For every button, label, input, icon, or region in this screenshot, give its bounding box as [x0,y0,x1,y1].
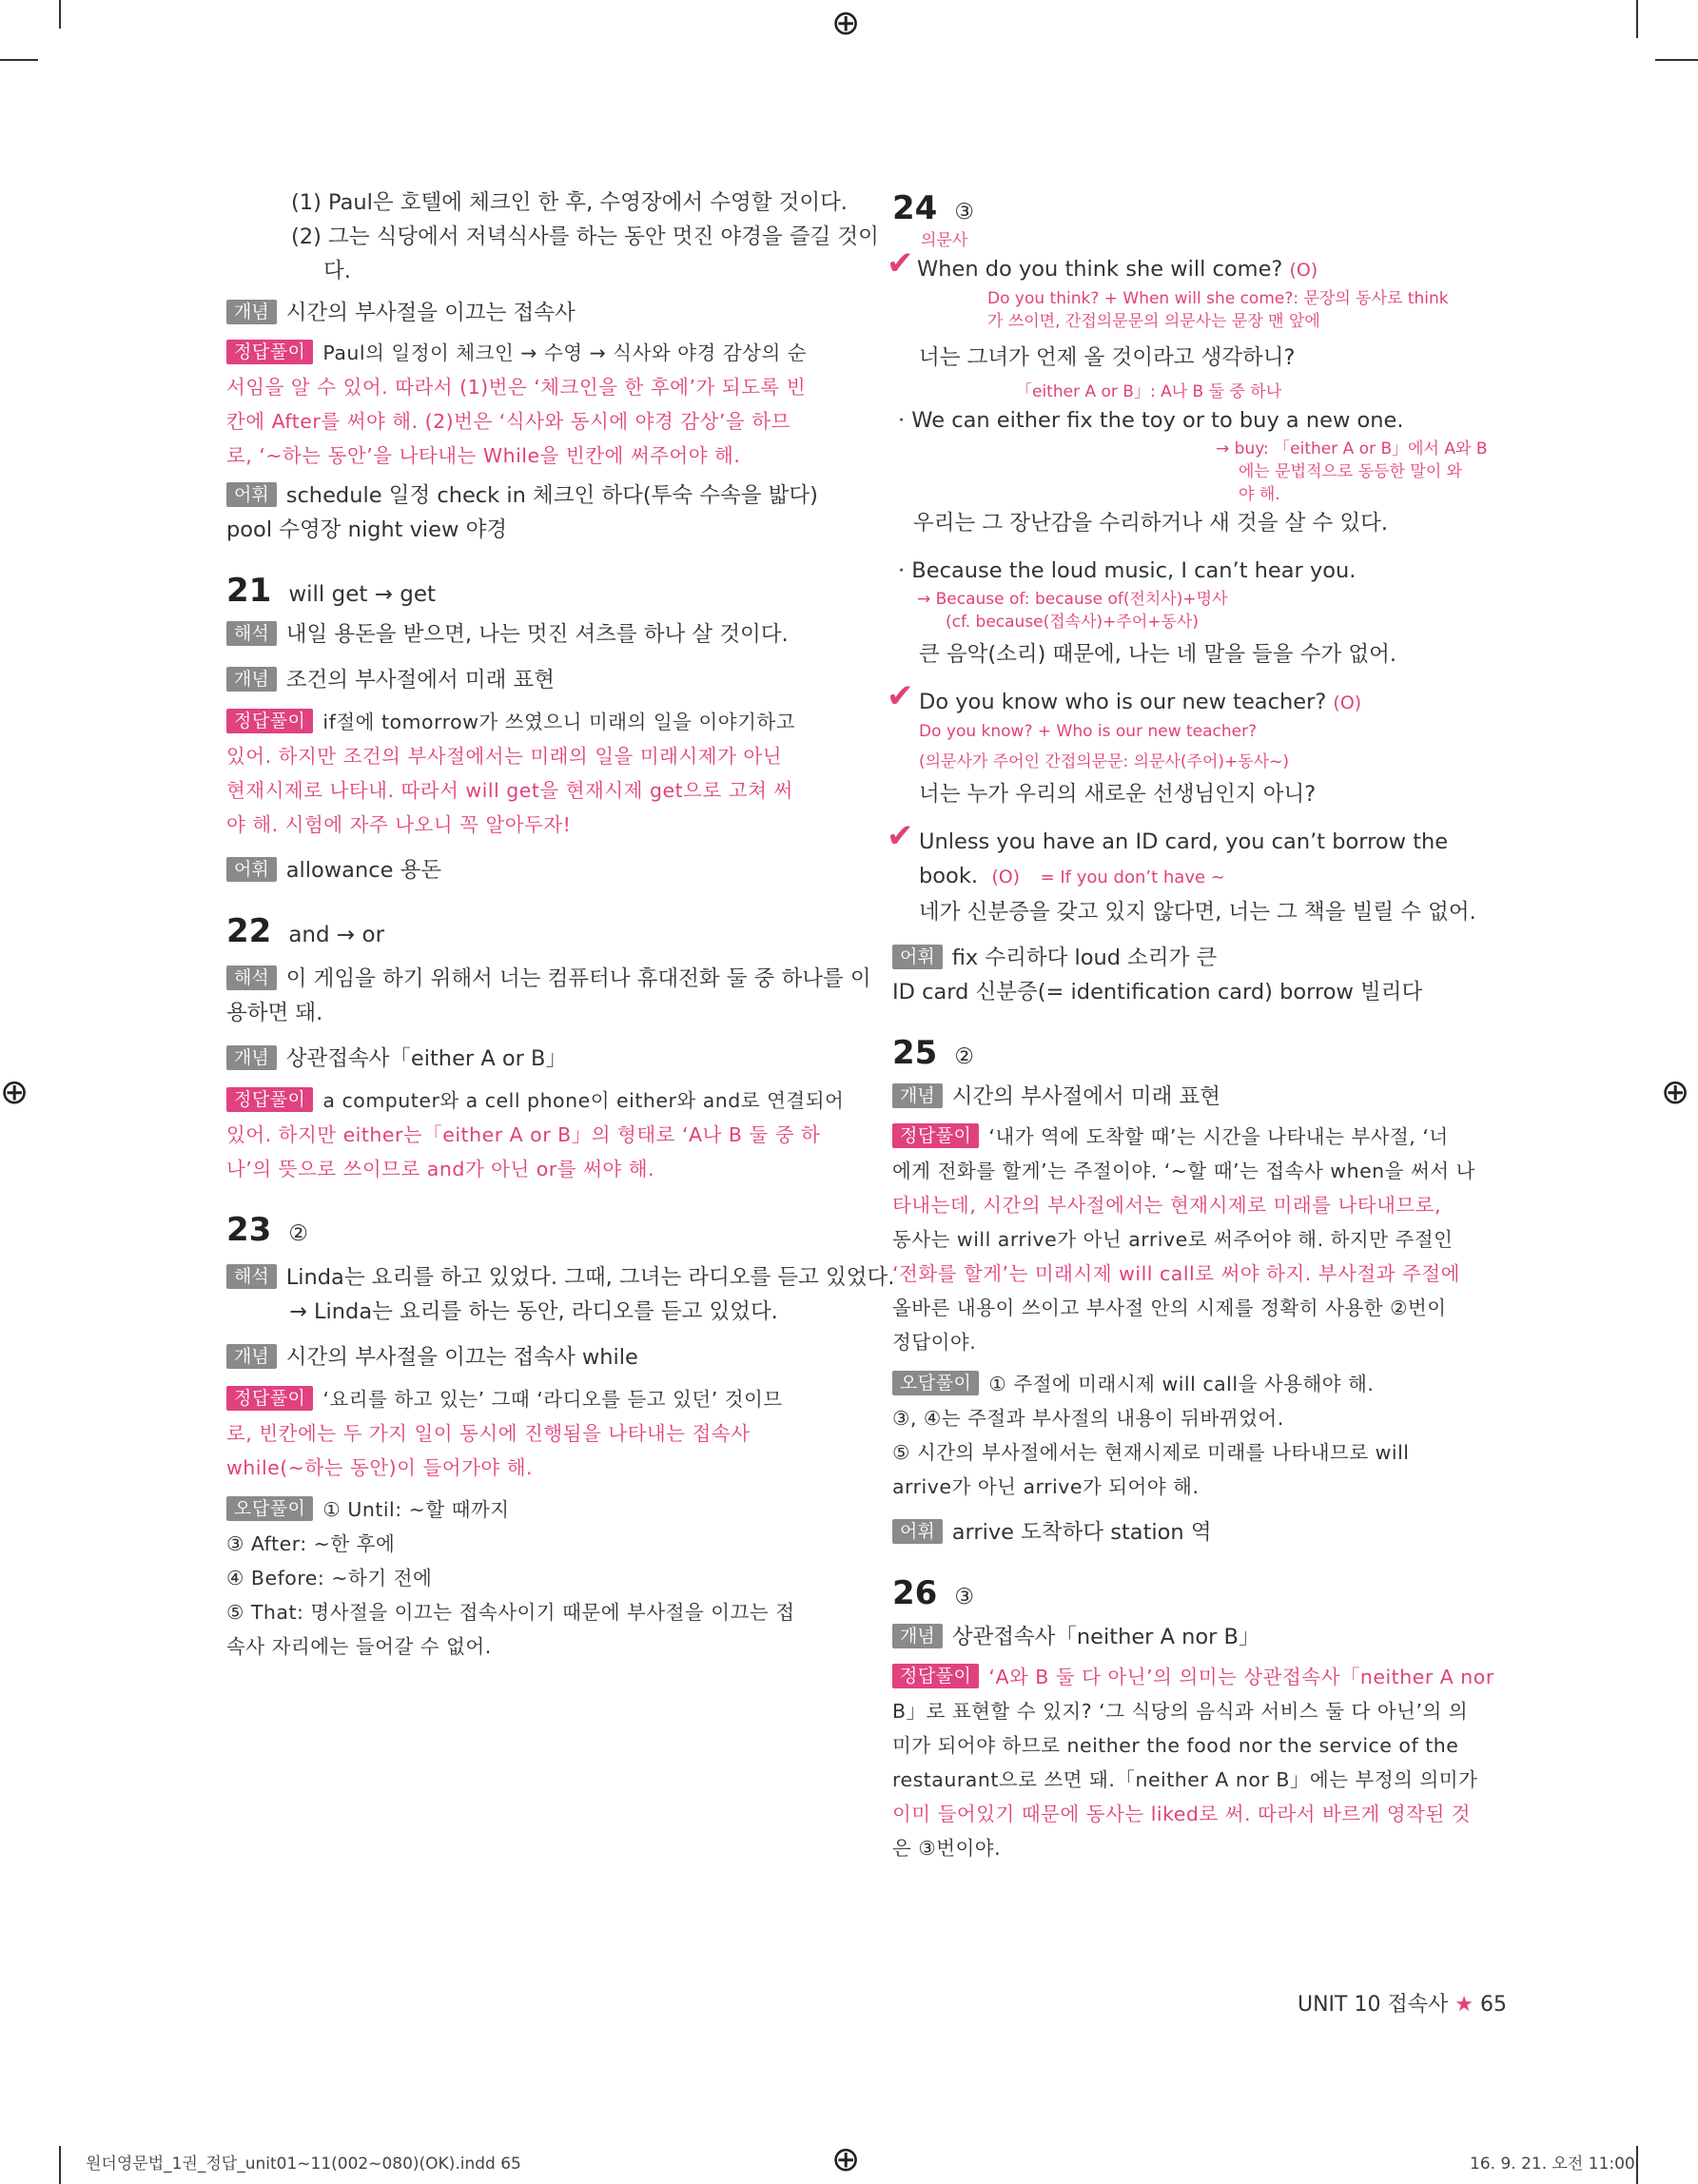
vocab-line: schedule 일정 check in 체크인 하다(투숙 수속을 밟다) [285,483,818,508]
solution-line: a computer와 a cell phone이 either와 and로 연결되어 [322,1089,845,1112]
solution-tag: 정답풀이 [226,709,313,733]
solution-line: 정답이야. [892,1331,977,1354]
question-number: 26 [892,1574,938,1612]
solution-line: 나’의 뜻으로 쓰이므로 and가 아닌 or를 써야 해. [226,1158,655,1180]
question-number: 25 [892,1034,938,1072]
concept-text: 시간의 부사절을 이끄는 접속사 while [285,1345,638,1370]
handwritten-note: 「either A or B」: A나 B 둘 중 하나 [1016,382,1282,401]
q21-vocab [226,853,835,887]
wrong-line: ① Until: ~할 때까지 [322,1498,510,1521]
left-column [226,185,895,1664]
q20-vocab [226,478,835,547]
translation-tag: 해석 [226,965,277,990]
wrong-tag: 오답풀이 [226,1496,313,1521]
checkmark-icon: ✔ [887,244,914,283]
correct-mark: (O) [1333,692,1362,713]
concept-text: 시간의 부사절을 이끄는 접속사 [285,301,576,325]
crop-mark [1636,0,1638,38]
sentence-translation: 큰 음악(소리) 때문에, 나는 네 말을 들을 수가 없어. [919,642,1397,667]
solution-line: 타내는데, 시간의 부사절에서는 현재시제로 미래를 나타내므로, [892,1194,1441,1217]
question-number: 22 [226,912,272,950]
question-answer: ② [288,1221,308,1246]
wrong-line: ① 주절에 미래시제 will call을 사용해야 해. [988,1373,1375,1395]
q21-translation [226,617,835,652]
concept-tag: 개념 [226,300,277,324]
print-date: 16. 9. 21. 오전 11:00 [1470,2155,1635,2174]
sentence-text: Do you know who is our new teacher? [919,690,1327,714]
q24-sentence-5-cont [892,859,1501,895]
question-answer: will get → get [288,582,437,607]
sentence-text: When do you think she will come? [917,257,1283,282]
file-name: 원더영문법_1권_정답_unit01~11(002~080)(OK).indd 65 [86,2155,521,2174]
solution-tag: 정답풀이 [226,1386,313,1411]
question-number: 24 [892,189,938,227]
question-answer: ② [954,1044,974,1069]
solution-line: while(~하는 동안)이 들어가야 해. [226,1456,534,1479]
handwritten-note: (의문사가 주어인 간접의문문: 의문사(주어)+동사~) [919,752,1289,771]
vocab-text: arrive 도착하다 station 역 [951,1520,1212,1545]
sentence-text: book. [919,864,978,888]
question-answer: ③ [954,200,974,224]
solution-line: if절에 tomorrow가 쓰였으니 미래의 일을 이야기하고 [322,711,796,733]
q25-vocab [892,1515,1501,1550]
solution-line: ‘전화를 할게’는 미래시제 will call로 써야 하지. 부사절과 주절에 [892,1262,1460,1285]
question-number: 23 [226,1211,272,1249]
q20-line: 다. [323,259,351,283]
vocab-tag: 어휘 [892,1519,943,1544]
concept-tag: 개념 [892,1624,943,1648]
solution-line: 동사는 will arrive가 아닌 arrive로 써주어야 해. 하지만 주절인 [892,1228,1454,1251]
handwritten-note: Do you know? + Who is our new teacher? [919,722,1258,741]
translation-text: 내일 용돈을 받으면, 나는 멋진 셔츠를 하나 살 것이다. [285,622,789,647]
concept-text: 상관접속사「neither A nor B」 [951,1625,1260,1649]
solution-line: 현재시제로 나타내. 따라서 will get을 현재시제 get으로 고쳐 써 [226,779,793,802]
solution-line: 로, 빈칸에는 두 가지 일이 동시에 진행됨을 나타내는 접속사 [226,1422,751,1445]
solution-line: restaurant으로 쓰면 돼.「neither A nor B」에는 부정의 의미가 [892,1768,1478,1791]
solution-line: 있어. 하지만 조건의 부사절에서는 미래의 일을 미래시제가 아닌 [226,745,783,768]
q25-wrong-answers [892,1367,1501,1504]
solution-line: ‘요리를 하고 있는’ 그때 ‘라디오를 듣고 있던’ 것이므 [322,1388,783,1411]
page-number: 65 [1479,1993,1507,2017]
handwritten-note: 의문사 [921,231,968,250]
vocab-tag: 어휘 [226,482,277,507]
solution-tag: 정답풀이 [226,1087,313,1112]
handwritten-note: = If you don’t have ~ [1040,868,1225,887]
solution-line: 은 ③번이야. [892,1837,1002,1860]
solution-line: 있어. 하지만 either는「either A or B」의 형태로 ‘A나 B 둘 중 하 [226,1123,821,1146]
vocab-line: fix 수리하다 loud 소리가 큰 [951,946,1218,970]
q26-header [892,1570,1501,1620]
page-footer [1298,1988,1507,2018]
wrong-line: ③, ④는 주절과 부사절의 내용이 뒤바뀌었어. [892,1407,1284,1430]
checkmark-icon: ✔ [887,677,914,715]
translation-line: 이 게임을 하기 위해서 너는 컴퓨터나 휴대전화 둘 중 하나를 이 [285,966,871,991]
q24-sentence-4 [887,677,1501,720]
handwritten-note: Do you think? + When will she come?: 문장의 동사로 think [987,289,1449,308]
registration-mark-icon: ⊕ [1661,1073,1690,1112]
sentence-translation: 우리는 그 장난감을 수리하거나 새 것을 살 수 있다. [913,511,1389,536]
q24-sentence-5 [887,817,1501,859]
concept-tag: 개념 [226,1045,277,1070]
handwritten-note: 에는 문법적으로 동등한 말이 와 [1239,462,1463,481]
concept-text: 조건의 부사절에서 미래 표현 [285,668,555,692]
q24-vocab [892,941,1501,1009]
vocab-line: ID card 신분증(= identification card) borrow 빌리다 [892,980,1423,1004]
translation-line: → Linda는 요리를 하는 동안, 라디오를 듣고 있었다. [289,1299,778,1324]
solution-line: 미가 되어야 하므로 neither the food nor the service of the [892,1734,1459,1757]
question-answer: ③ [954,1585,974,1609]
q23-header [226,1207,835,1257]
q24-sentence-3: · Because the loud music, I can’t hear you. [898,558,1356,583]
q22-header [226,908,835,958]
vocab-text: allowance 용돈 [285,858,442,883]
q24-sentence-2: · We can either fix the toy or to buy a new one. [898,408,1404,433]
q20-solution [226,336,835,473]
registration-mark-icon: ⊕ [0,1073,29,1112]
crop-mark [59,0,61,29]
solution-line: ‘A와 B 둘 다 아닌’의 의미는 상관접속사「neither A nor [988,1666,1494,1688]
wrong-line: ③ After: ~한 후에 [226,1532,396,1555]
q23-solution [226,1382,835,1485]
q25-concept [892,1080,1501,1114]
q25-header [892,1030,1501,1080]
solution-line: 칸에 After를 써야 해. (2)번은 ‘식사와 동시에 야경 감상’을 하므 [226,410,790,433]
registration-mark-icon: ⊕ [831,4,861,43]
handwritten-note: → Because of: because of(전치사)+명사 [917,590,1228,609]
crop-mark [1655,59,1698,61]
crop-mark [1636,2146,1638,2184]
solution-line: B」로 표현할 수 있지? ‘그 식당의 음식과 서비스 둘 다 아닌’의 의 [892,1700,1469,1723]
concept-text: 시간의 부사절에서 미래 표현 [951,1084,1220,1109]
q24-header [892,185,1501,235]
solution-tag: 정답풀이 [892,1123,979,1148]
solution-line: 이미 들어있기 때문에 동사는 liked로 써. 따라서 바르게 영작된 것 [892,1803,1472,1825]
wrong-line: ⑤ That: 명사절을 이끄는 접속사이기 때문에 부사절을 이끄는 접 [226,1601,795,1624]
sentence-translation: 너는 그녀가 언제 올 것이라고 생각하니? [919,345,1296,370]
crop-mark [0,59,38,61]
registration-mark-icon: ⊕ [831,2140,861,2179]
wrong-line: ⑤ 시간의 부사절에서는 현재시제로 미래를 나타내므로 will [892,1441,1410,1464]
sentence-text: Unless you have an ID card, you can’t borrow the [919,829,1449,854]
q22-translation [226,962,871,1030]
handwritten-note: (cf. because(접속사)+주어+동사) [946,613,1199,632]
wrong-tag: 오답풀이 [892,1371,979,1395]
concept-tag: 개념 [226,667,277,692]
vocab-tag: 어휘 [892,945,943,969]
solution-line: 올바른 내용이 쓰이고 부사절 안의 시제를 정확히 사용한 ②번이 [892,1297,1447,1319]
q26-solution [892,1660,1501,1865]
solution-tag: 정답풀이 [226,340,313,364]
correct-mark: (O) [1289,260,1318,281]
vocab-tag: 어휘 [226,857,277,882]
q26-concept [892,1620,1501,1654]
translation-line: Linda는 요리를 하고 있었다. 그때, 그녀는 라디오를 듣고 있었다. [285,1265,895,1290]
q23-concept [226,1340,835,1375]
solution-tag: 정답풀이 [892,1664,979,1688]
q21-concept [226,663,835,697]
solution-line: 로, ‘~하는 동안’을 나타내는 While을 빈칸에 써주어야 해. [226,444,741,467]
q21-solution [226,705,835,842]
solution-line: ‘내가 역에 도착할 때’는 시간을 나타내는 부사절, ‘너 [988,1125,1449,1148]
solution-line: 서임을 알 수 있어. 따라서 (1)번은 ‘체크인을 한 후에’가 되도록 빈 [226,376,807,399]
q23-translation [226,1260,895,1329]
handwritten-note: 가 쓰이면, 간접의문문의 의문사는 문장 맨 앞에 [987,312,1320,331]
concept-text: 상관접속사「either A or B」 [285,1046,567,1071]
q20-line: (1) Paul은 호텔에 체크인 한 후, 수영장에서 수영할 것이다. [291,190,848,215]
q20-line: (2) 그는 식당에서 저녁식사를 하는 동안 멋진 야경을 즐길 것이 [291,224,879,249]
star-icon: ★ [1454,1993,1474,2017]
question-answer: and → or [288,923,385,947]
wrong-line: arrive가 아닌 arrive가 되어야 해. [892,1475,1200,1498]
q20-concept [226,296,835,330]
wrong-line: 속사 자리에는 들어갈 수 없어. [226,1635,492,1658]
sentence-translation: 네가 신분증을 갖고 있지 않다면, 너는 그 책을 빌릴 수 없어. [919,900,1476,925]
unit-title: UNIT 10 접속사 [1298,1993,1449,2017]
concept-tag: 개념 [226,1344,277,1369]
q25-solution [892,1120,1501,1359]
right-column [887,185,1501,1865]
wrong-line: ④ Before: ~하기 전에 [226,1567,433,1589]
sentence-translation: 너는 누가 우리의 새로운 선생님인지 아니? [919,782,1317,807]
solution-line: 야 해. 시험에 자주 나오니 꼭 알아두자! [226,813,572,836]
q22-solution [226,1083,845,1186]
vocab-line: pool 수영장 night view 야경 [226,517,508,542]
q21-header [226,568,835,617]
translation-tag: 해석 [226,1264,277,1289]
translation-tag: 해석 [226,621,277,646]
q23-wrong-answers [226,1492,835,1664]
solution-line: 에게 전화를 할게’는 주절이야. ‘~할 때’는 접속사 when을 써서 나 [892,1160,1475,1182]
checkmark-icon: ✔ [887,817,914,855]
solution-line: Paul의 일정이 체크인 → 수영 → 식사와 야경 감상의 순 [322,341,808,364]
q22-concept [226,1042,835,1076]
concept-tag: 개념 [892,1083,943,1108]
question-number: 21 [226,572,272,610]
translation-line: 용하면 돼. [226,1001,323,1025]
correct-mark: (O) [991,867,1021,887]
handwritten-note: 야 해. [1239,485,1280,504]
crop-mark [59,2146,61,2184]
q24-sentence-1 [887,244,1501,287]
handwritten-note: → buy: 「either A or B」에서 A와 B [1216,439,1488,458]
